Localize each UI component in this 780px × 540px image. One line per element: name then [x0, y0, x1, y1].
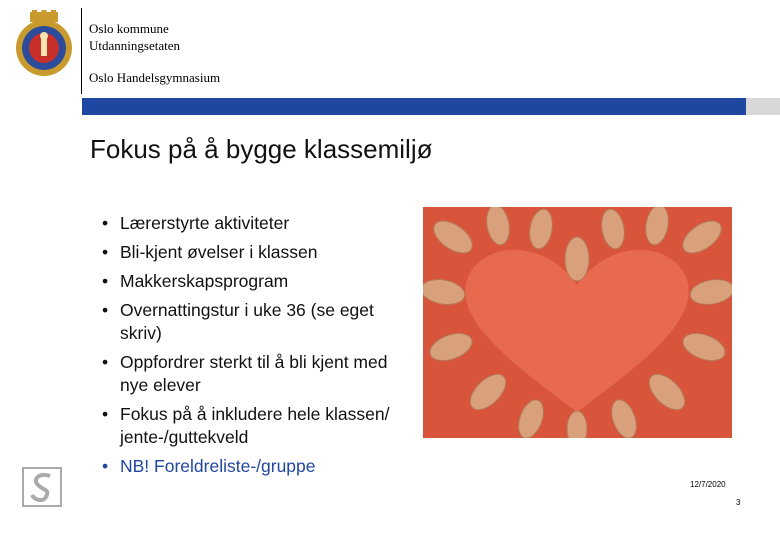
bullet-list: [102, 210, 402, 478]
bullet-item-highlight: • NB! Foreldreliste-/gruppe: [102, 456, 316, 476]
oslo-city-mark-icon: [22, 467, 62, 507]
bullet-item: • Fokus på å inkludere hele klassen/ jente-/guttekveld: [102, 404, 390, 447]
bullet-item: • Bli-kjent øvelser i klassen: [102, 242, 318, 262]
header-bar-end: [746, 98, 780, 115]
org-department: Utdanningsetaten: [89, 38, 180, 53]
heart-of-hands-photo: [423, 207, 732, 438]
org-name: Oslo kommune: [89, 21, 169, 36]
header-divider: [81, 8, 82, 94]
bullet-item: • Overnattingstur i uke 36 (se eget skriv): [102, 300, 374, 343]
bullet-item: • Oppfordrer sterkt til å bli kjent med nye elever: [102, 352, 388, 395]
school-name: Oslo Handelsgymnasium: [89, 70, 221, 85]
page-number: 3: [736, 498, 741, 507]
slide-title: Fokus på å bygge klassemiljø: [90, 134, 433, 164]
slide-date: 12/7/2020: [690, 480, 726, 489]
bullet-item: • Lærerstyrte aktiviteter: [102, 213, 290, 233]
oslo-coat-of-arms-icon: [13, 10, 75, 80]
header-bar: [82, 98, 746, 115]
bullet-item: • Makkerskapsprogram: [102, 271, 289, 291]
